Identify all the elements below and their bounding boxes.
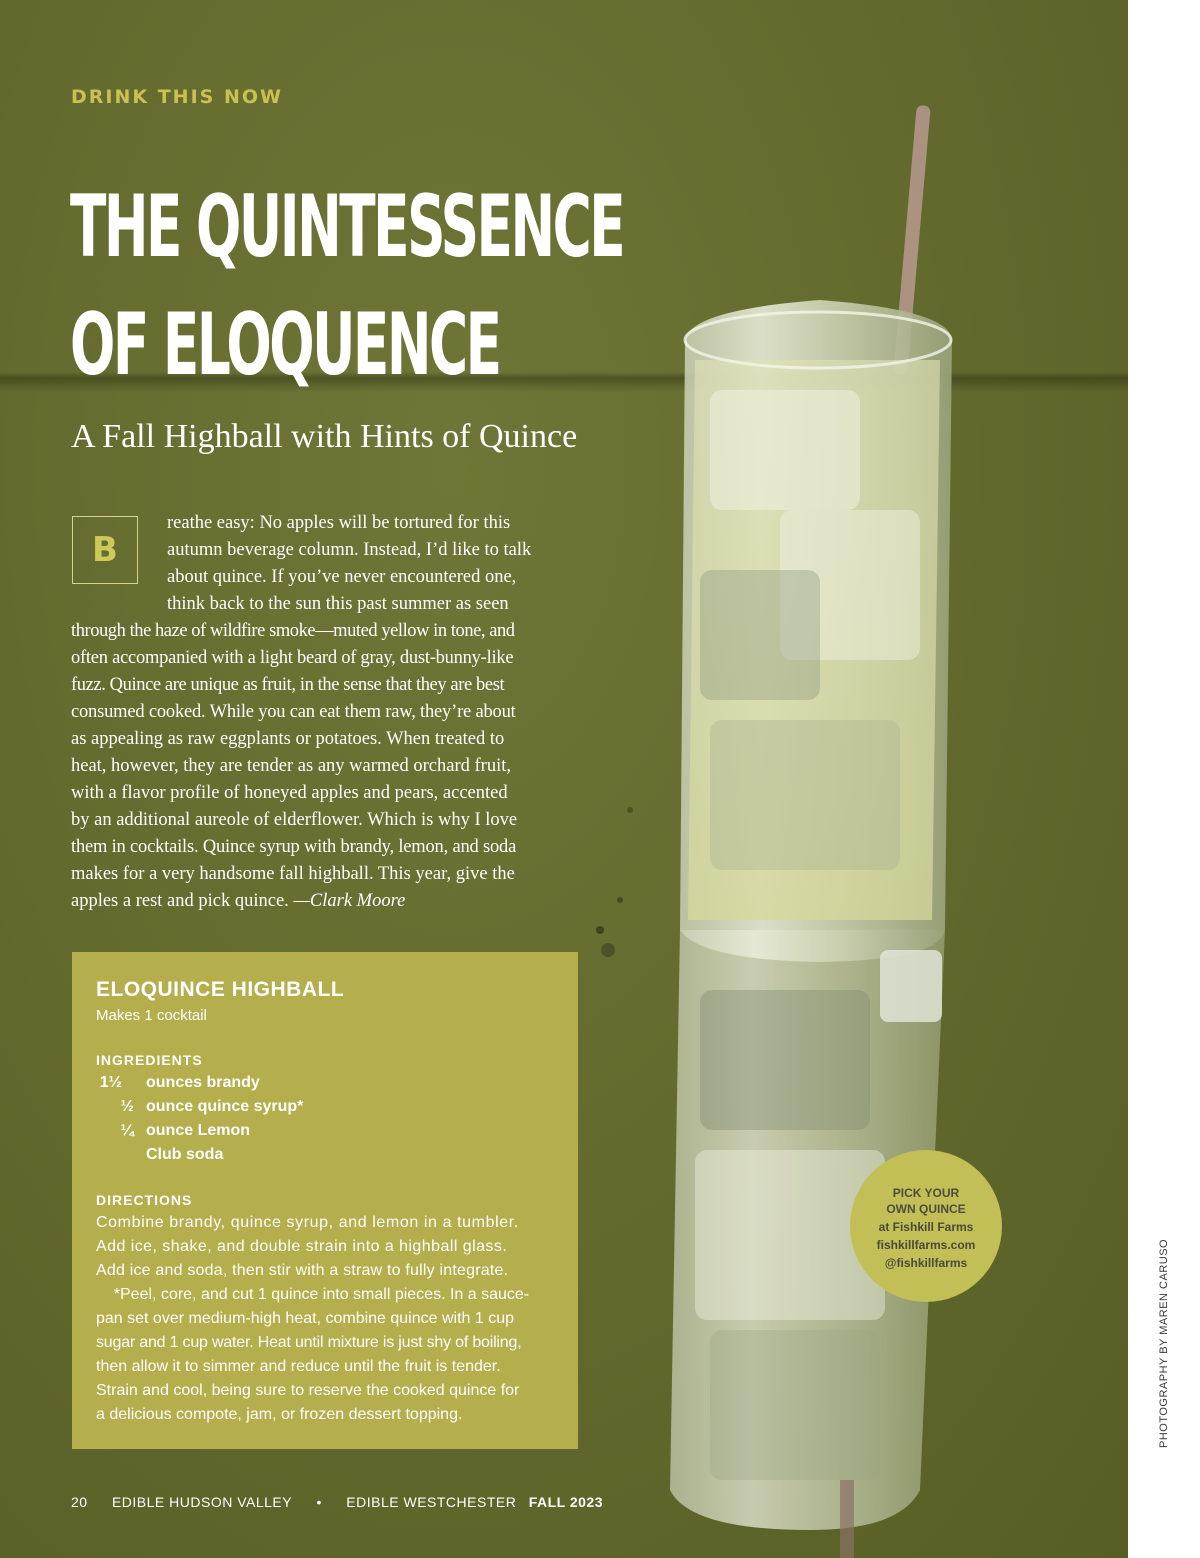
body-line: autumn beverage column. Instead, I’d like to talk xyxy=(167,540,532,560)
ingredient-text: Club soda xyxy=(146,1146,224,1163)
section-kicker: DRINK THIS NOW xyxy=(71,86,283,108)
ingredient-qty: ¼ xyxy=(120,1122,134,1139)
direction-line: *Peel, core, and cut 1 quince into small pieces. In a sauce- xyxy=(96,1286,530,1303)
ingredient-qty: ½ xyxy=(120,1098,134,1115)
body-line: reathe easy: No apples will be tortured for this xyxy=(167,513,511,533)
body-line: with a flavor profile of honeyed apples and pears, accented xyxy=(71,783,508,803)
recipe-box xyxy=(72,952,578,1449)
badge-line: OWN QUINCE xyxy=(886,1202,966,1216)
body-line: think back to the sun this past summer as seen xyxy=(167,594,509,614)
highball-photo xyxy=(560,90,1080,1558)
body-text: apples a rest and pick quince. xyxy=(71,891,294,911)
badge-handle[interactable]: @fishkillfarms xyxy=(884,1256,968,1270)
photo-credit: PHOTOGRAPHY BY MAREN CARUSO xyxy=(1158,1238,1170,1448)
page-number: 20 xyxy=(71,1494,88,1510)
direction-line: Combine brandy, quince syrup, and lemon in a tumbler. xyxy=(96,1214,519,1231)
direction-line: sugar and 1 cup water. Heat until mixture is just shy of boiling, xyxy=(96,1334,522,1351)
sidebar-badge xyxy=(850,1150,1002,1302)
directions-heading: DIRECTIONS xyxy=(96,1192,193,1208)
direction-line: Strain and cool, being sure to reserve the cooked quince for xyxy=(96,1382,520,1399)
recipe-yield: Makes 1 cocktail xyxy=(96,1007,207,1024)
page-title xyxy=(70,168,624,404)
direction-line: Add ice, shake, and double strain into a highball glass. xyxy=(96,1238,508,1255)
page-footer xyxy=(71,1494,623,1510)
body-line: about quince. If you’ve never encountered one, xyxy=(167,567,517,587)
body-line: heat, however, they are tender as any warmed orchard fruit, xyxy=(71,756,511,776)
body-line: them in cocktails. Quince syrup with brandy, lemon, and soda xyxy=(71,837,517,857)
body-line: often accompanied with a light beard of gray, dust-bunny-like xyxy=(71,648,514,668)
ingredients-heading: INGREDIENTS xyxy=(96,1052,203,1068)
title-line-2: OF ELOQUENCE xyxy=(70,295,500,395)
direction-line: Add ice and soda, then stir with a straw to fully integrate. xyxy=(96,1262,509,1279)
drop-cap: B xyxy=(72,516,138,584)
publication-name: EDIBLE WESTCHESTER xyxy=(346,1494,517,1510)
separator: • xyxy=(316,1494,322,1510)
ingredient-qty: 1½ xyxy=(99,1074,122,1091)
author-byline: —Clark Moore xyxy=(293,891,406,911)
body-line: by an additional aureole of elderflower. Which is why I love xyxy=(71,810,518,830)
direction-line: pan set over medium-high heat, combine quince with 1 cup xyxy=(96,1310,515,1327)
issue-season: FALL 2023 xyxy=(528,1494,603,1510)
body-line: through the haze of wildfire smoke—muted yellow in tone, and xyxy=(71,621,515,641)
body-line: as appealing as raw eggplants or potatoes. When treated to xyxy=(71,729,505,749)
ingredient-text: ounce Lemon xyxy=(146,1122,251,1139)
subtitle: A Fall Highball with Hints of Quince xyxy=(71,418,578,455)
ingredient-text: ounces brandy xyxy=(146,1074,260,1091)
body-line-last xyxy=(71,888,405,915)
badge-link[interactable]: fishkillfarms.com xyxy=(876,1238,976,1252)
title-line-1: THE QUINTESSENCE xyxy=(70,177,624,277)
body-line: consumed cooked. While you can eat them raw, they’re about xyxy=(71,702,516,722)
badge-line: at Fishkill Farms xyxy=(878,1220,974,1234)
badge-line: PICK YOUR xyxy=(892,1186,960,1200)
recipe-title: ELOQUINCE HIGHBALL xyxy=(96,978,345,1001)
ingredient-text: ounce quince syrup* xyxy=(146,1098,304,1115)
body-line: fuzz. Quince are unique as fruit, in the sense that they are best xyxy=(71,675,505,695)
body-line: makes for a very handsome fall highball. This year, give the xyxy=(71,864,515,884)
direction-line: then allow it to simmer and reduce until the fruit is tender. xyxy=(96,1358,501,1375)
publication-name: EDIBLE HUDSON VALLEY xyxy=(111,1494,293,1510)
direction-line: a delicious compote, jam, or frozen dessert topping. xyxy=(96,1406,463,1423)
